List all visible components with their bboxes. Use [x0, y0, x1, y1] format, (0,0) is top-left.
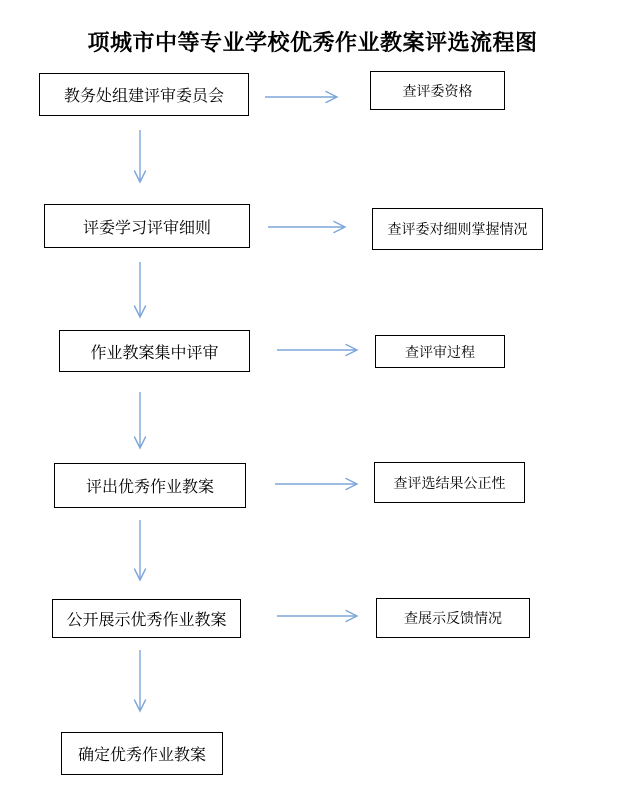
check-box-result-fairness: 查评选结果公正性 — [374, 462, 525, 503]
step-box-select-excellent: 评出优秀作业教案 — [54, 463, 246, 508]
arrow-right-icon — [268, 219, 347, 235]
check-box-review-process: 查评审过程 — [375, 335, 505, 368]
step-box-public-display: 公开展示优秀作业教案 — [52, 599, 241, 638]
arrow-right-icon — [265, 89, 339, 105]
arrow-right-icon — [275, 476, 359, 492]
arrow-down-icon — [132, 392, 148, 450]
step-box-finalize-excellent: 确定优秀作业教案 — [61, 732, 223, 775]
arrow-down-icon — [132, 262, 148, 319]
step-box-committee-setup: 教务处组建评审委员会 — [39, 73, 249, 116]
check-box-rules-mastery: 查评委对细则掌握情况 — [372, 208, 543, 250]
arrow-right-icon — [277, 608, 359, 624]
page-title: 项城市中等专业学校优秀作业教案评选流程图 — [87, 30, 538, 55]
arrow-down-icon — [132, 130, 148, 184]
step-box-centralized-review: 作业教案集中评审 — [59, 330, 250, 372]
step-box-judges-study-rules: 评委学习评审细则 — [44, 204, 250, 248]
check-box-display-feedback: 查展示反馈情况 — [376, 598, 530, 638]
arrow-right-icon — [277, 342, 359, 358]
arrow-down-icon — [132, 650, 148, 713]
arrow-down-icon — [132, 520, 148, 582]
check-box-committee-qualification: 查评委资格 — [370, 71, 505, 110]
